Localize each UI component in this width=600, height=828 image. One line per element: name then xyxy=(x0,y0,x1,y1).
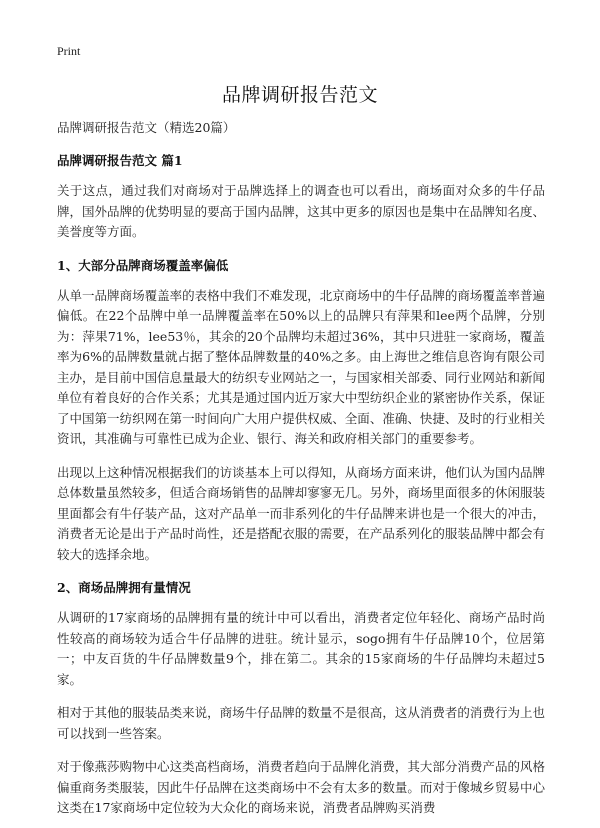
paragraph: 出现以上这种情况根据我们的访谈基本上可以得知，从商场方面来讲，他们认为国内品牌总体数量虽然较多，但适合商场销售的品牌却寥寥无几。另外，商场里面很多的休闲服装里面都会有牛仔装产品，这对产品单一而非系列化的牛仔品牌来讲也是一个很大的冲击，消费者无论是出于产品时尚性，还是搭配衣服的需要，在产品系列化的服装品牌中都会有较大的选择余地。 xyxy=(57,464,545,562)
article-heading: 品牌调研报告范文 篇1 xyxy=(57,153,183,168)
paragraph: 对于像燕莎购物中心这类高档商场，消费者趋向于品牌化消费，其大部分消费产品的风格偏重商务类服装，因此牛仔品牌在这类商场中不会有太多的数量。而对于像城乡贸易中心这类在17家商场中定位较为大众化的商场来说，消费者品牌购买消费 xyxy=(57,759,545,815)
paragraph: 从调研的17家商场的品牌拥有量的统计中可以看出，消费者定位年轻化、商场产品时尚性较高的商场较为适合牛仔品牌的进驻。统计显示，sogo拥有牛仔品牌10个，位居第一；中友百货的牛仔品牌数量9个，排在第二。其余的15家商场的牛仔品牌均未超过5家。 xyxy=(57,610,545,687)
page-title: 品牌调研报告范文 xyxy=(221,84,378,106)
paragraph: 关于这点，通过我们对商场对于品牌选择上的调查也可以看出，商场面对众多的牛仔品牌，国外品牌的优势明显的要高于国内品牌，这其中更多的原因也是集中在品牌知名度、美誉度等方面。 xyxy=(57,183,545,239)
section-heading: 1、大部分品牌商场覆盖率偏低 xyxy=(57,257,229,273)
section-heading: 2、商场品牌拥有量情况 xyxy=(57,580,191,595)
print-link[interactable]: Print xyxy=(57,44,81,58)
paragraph: 从单一品牌商场覆盖率的表格中我们不难发现，北京商场中的牛仔品牌的商场覆盖率普遍偏低。在22个品牌中单一品牌覆盖率在50%以上的品牌只有萍果和lee两个品牌，分别为：萍果71%，lee53％，其余的20个品牌均未超过36%，其中只进驻一家商场，覆盖率为6%的品牌数量就占据了整体品牌数量的40%之多。由上海世之维信息咨询有限公司主办，是目前中国信息量最大的纺织专业网站之一，与国家相关部委、同行业网站和新闻单位有着良好的合作关系；尤其是通过国内近万家大中型纺织企业的紧密协作关系，保证了中国第一纺织网在第一时间向广大用户提供权威、全面、准确、快捷、及时的行业相关资讯，其准确与可靠性已成为企业、银行、海关和政府相关部门的重要参考。 xyxy=(57,287,545,446)
paragraph: 相对于其他的服装品类来说，商场牛仔品牌的数量不是很高，这从消费者的消费行为上也可以找到一些答案。 xyxy=(57,705,545,741)
document-body xyxy=(57,118,545,828)
document-subtitle: 品牌调研报告范文（精选20篇） xyxy=(57,120,236,135)
